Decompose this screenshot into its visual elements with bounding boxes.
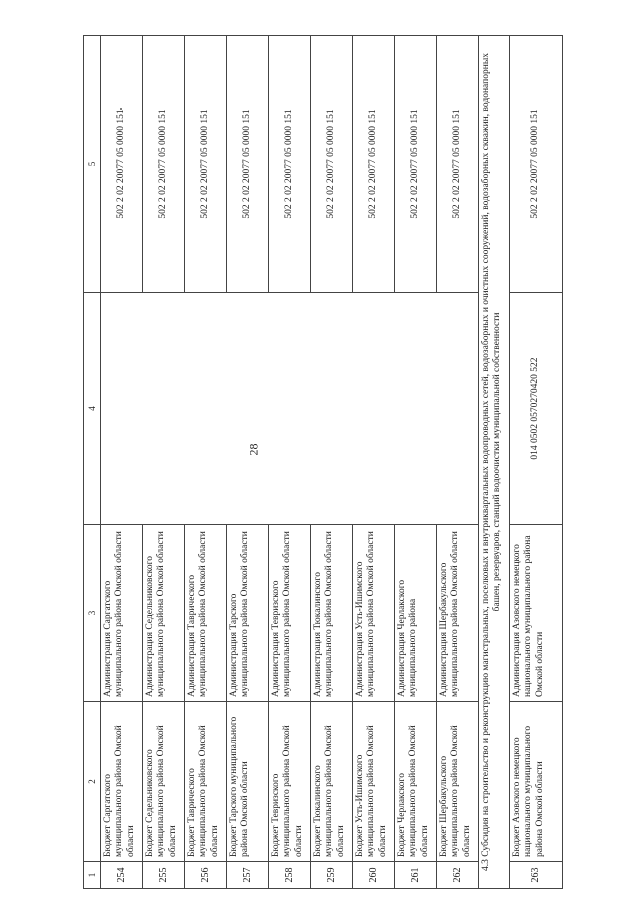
admin-name: Администрация Седельниковского муниципального района Омской области [143, 525, 185, 702]
admin-name: Администрация Черлакского муниципального района [395, 525, 437, 702]
header-cell-5: 5 [84, 36, 101, 293]
budget-code: 502 2 02 20077 05 0000 151 [437, 36, 479, 293]
row-number: 262 [437, 862, 479, 889]
header-cell-4: 4 [84, 293, 101, 525]
admin-name: Администрация Тюкалинского муниципального района Омской области [311, 525, 353, 702]
budget-name: Бюджет Тевризского муниципального района Омской области [269, 702, 311, 862]
admin-name: Администрация Азовского немецкого национального муниципального района Омской области [510, 525, 563, 702]
row-number: 260 [353, 862, 395, 889]
budget-name: Бюджет Седельниковского муниципального района Омской области [143, 702, 185, 862]
budget-code: 502 2 02 20077 05 0000 151 [143, 36, 185, 293]
budget-code: 502 2 02 20077 05 0000 151 [227, 36, 269, 293]
row-number: 263 [510, 862, 563, 889]
budget-name: Бюджет Шербакульского муниципального района Омской области [437, 702, 479, 862]
admin-name: Администрация Усть-Ишимского муниципального района Омской области [353, 525, 395, 702]
budget-name: Бюджет Усть-Ишимского муниципального района Омской области [353, 702, 395, 862]
budget-name: Бюджет Черлакского муниципального района Омской области [395, 702, 437, 862]
budget-code: 502 2 02 20077 05 0000 151 [185, 36, 227, 293]
budget-name: Бюджет Саргатского муниципального района Омской области [101, 702, 143, 862]
budget-code: 502 2 02 20077 05 0000 151 [311, 36, 353, 293]
rotated-table-container [83, 36, 605, 889]
row-number: 258 [269, 862, 311, 889]
admin-name: Администрация Тарского муниципального района Омской области [227, 525, 269, 702]
code-column-4 [101, 293, 479, 525]
row-number: 256 [185, 862, 227, 889]
budget-name: Бюджет Тарского муниципального района Омской области [227, 702, 269, 862]
table-row [101, 36, 143, 889]
row-number: 257 [227, 862, 269, 889]
row-number: 261 [395, 862, 437, 889]
budget-name: Бюджет Таврического муниципального района Омской области [185, 702, 227, 862]
header-row [84, 36, 101, 889]
budget-code: 502 2 02 20077 05 0000 151 [395, 36, 437, 293]
row-number: 255 [143, 862, 185, 889]
budget-name: Бюджет Тюкалинского муниципального района Омской области [311, 702, 353, 862]
header-cell-2: 2 [84, 702, 101, 862]
row-number: 259 [311, 862, 353, 889]
header-cell-1: 1 [84, 862, 101, 889]
budget-code: 502 2 02 20077 05 0000 151 [353, 36, 395, 293]
admin-name: Администрация Саргатского муниципального района Омской области [101, 525, 143, 702]
budget-code: 502 2 02 20077 05 0000 151 [510, 36, 563, 293]
budget-table [83, 35, 563, 889]
budget-code: 502 2 02 20077 05 0000 151 [101, 36, 143, 293]
admin-name: Администрация Таврического муниципального района Омской области [185, 525, 227, 702]
page-number: 28 [246, 443, 261, 456]
admin-name: Администрация Тевризского муниципального района Омской области [269, 525, 311, 702]
table-row [510, 36, 563, 889]
row-number: 254 [101, 862, 143, 889]
section-heading: 4.3 Субсидия на строительство и реконструкцию магистральных, поселковых и внутриквартальных водопроводных сетей, водозаборных и очистных сооружений, водозаборных скважин, водонапорных башен, резервуаров, станций водоочистки муниципальной собственности [479, 36, 510, 889]
section-row [479, 36, 510, 889]
budget-code: 502 2 02 20077 05 0000 151 [269, 36, 311, 293]
budget-name: Бюджет Азовского немецкого национального муниципального района Омской области [510, 702, 563, 862]
header-cell-3: 3 [84, 525, 101, 702]
expense-code: 014 0502 0570270420 522 [510, 293, 563, 525]
admin-name: Администрация Шербакульского муниципального района Омской области [437, 525, 479, 702]
